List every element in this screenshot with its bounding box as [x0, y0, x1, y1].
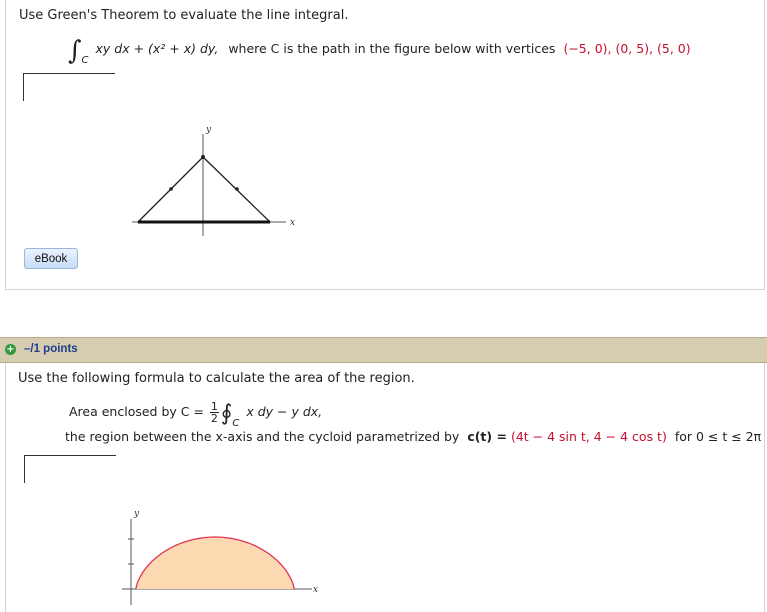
vertex-top: [201, 155, 205, 159]
area-formula: [69, 397, 323, 429]
region-text: the region between the x-axis and the cycloid parametrized by: [65, 429, 460, 444]
answer-input-box[interactable]: [23, 73, 115, 101]
param-range: for 0 ≤ t ≤ 2π: [674, 429, 762, 444]
one-half-fraction: [210, 401, 219, 424]
param-name: c(t) =: [467, 429, 507, 444]
ebook-button[interactable]: eBook: [24, 248, 78, 269]
answer-input-box-2[interactable]: [24, 455, 116, 483]
question-2-header-bar: [0, 337, 767, 363]
cycloid-figure: [114, 509, 329, 609]
y-axis-label: y: [206, 125, 212, 135]
x-axis-label: x: [313, 585, 319, 595]
region-description: [65, 429, 761, 444]
fraction-numerator: 1: [210, 400, 218, 413]
x-axis-label: x: [290, 218, 296, 228]
points-label: –/1 points: [24, 343, 78, 355]
expand-plus-icon[interactable]: +: [6, 344, 15, 355]
vertices: (−5, 0), (0, 5), (5, 0): [563, 41, 691, 56]
integral-subscript: C: [81, 55, 89, 66]
question-1-prompt: Use Green's Theorem to evaluate the line integral.: [19, 8, 349, 23]
area-prefix: Area enclosed by C =: [69, 404, 204, 419]
question-1-panel: [5, 0, 765, 290]
integral-symbol: ∫: [68, 36, 82, 66]
fraction-denominator: 2: [210, 412, 218, 425]
contour-integral-subscript: C: [232, 418, 240, 429]
cycloid-region-fill: [136, 537, 294, 589]
param-expression: (4t − 4 sin t, 4 − 4 cos t): [510, 429, 667, 444]
question-2-panel: [5, 363, 765, 612]
where-text: where C is the path in the figure below with vertices: [228, 41, 556, 56]
triangle-path-figure: [128, 122, 298, 240]
area-integrand: x dy − y dx,: [246, 404, 323, 419]
direction-marker-right: [235, 187, 239, 191]
line-integral-expression: [68, 30, 691, 66]
y-axis-label: y: [134, 509, 140, 519]
question-2-prompt: Use the following formula to calculate the area of the region.: [18, 371, 415, 386]
direction-marker-left: [169, 187, 173, 191]
integrand: xy dx + (x² + x) dy,: [95, 41, 219, 56]
contour-integral-symbol: ∮: [220, 401, 233, 426]
